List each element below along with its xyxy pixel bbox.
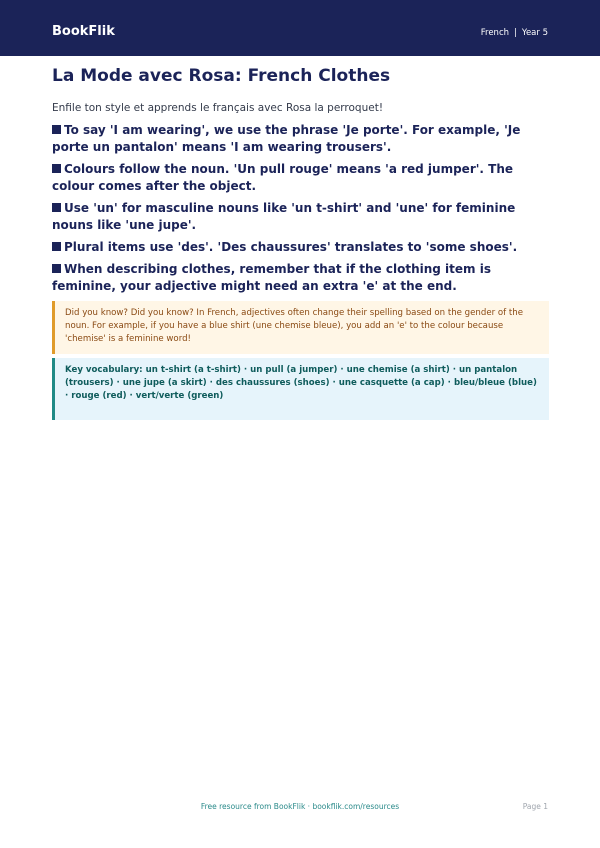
square-bullet-icon — [52, 242, 61, 251]
key-point — [52, 122, 549, 156]
subject-label: French — [480, 28, 510, 38]
key-point-text: Use 'un' for masculine nouns like 'un t-shirt' and 'une' for feminine nouns like 'une jupe'. — [52, 201, 516, 232]
key-point-text: To say 'I am wearing', we use the phrase 'Je porte'. For example, 'Je porte un pantalon' means 'I am wearing trousers'. — [52, 123, 521, 154]
page-subtitle: Enfile ton style et apprends le français avec Rosa la perroquet! — [52, 102, 384, 114]
key-point-text: Colours follow the noun. 'Un pull rouge' means 'a red jumper'. The colour comes after the object. — [52, 162, 514, 193]
main-content — [52, 64, 549, 420]
key-point — [52, 261, 549, 295]
brand-logo[interactable]: BookFlik — [52, 24, 115, 39]
year-label: Year 5 — [521, 28, 548, 38]
square-bullet-icon — [52, 264, 61, 273]
key-points-list — [52, 122, 549, 295]
square-bullet-icon — [52, 203, 61, 212]
key-point — [52, 200, 549, 234]
meta-separator: | — [514, 28, 517, 38]
header-bar — [0, 0, 600, 56]
key-point-text: When describing clothes, remember that if the clothing item is feminine, your adjective might need an extra 'e' at the end. — [52, 262, 491, 293]
page-number: Page 1 — [522, 802, 548, 811]
key-vocabulary-box: Key vocabulary: un t-shirt (a t-shirt) · un pull (a jumper) · une chemise (a shirt) · un pantalon (trousers) · une jupe (a skirt) · des chaussures (shoes) · une casquette (a cap) · bleu/bleue (blue) · rouge (red) · vert/verte (green) — [52, 358, 549, 420]
did-you-know-callout: Did you know? Did you know? In French, adjectives often change their spelling based on the gender of the noun. For example, if you have a blue shirt (une chemise bleue), you add an 'e' to the colour because 'chemise' is a feminine word! — [52, 301, 549, 354]
subject-meta — [481, 28, 548, 38]
square-bullet-icon — [52, 125, 61, 134]
key-point — [52, 161, 549, 195]
page-title: La Mode avec Rosa: French Clothes — [52, 66, 391, 86]
footer-link[interactable]: Free resource from BookFlik · bookflik.com/resources — [200, 802, 400, 811]
key-point-text: Plural items use 'des'. 'Des chaussures' translates to 'some shoes'. — [64, 240, 518, 254]
key-point — [52, 239, 549, 256]
square-bullet-icon — [52, 164, 61, 173]
